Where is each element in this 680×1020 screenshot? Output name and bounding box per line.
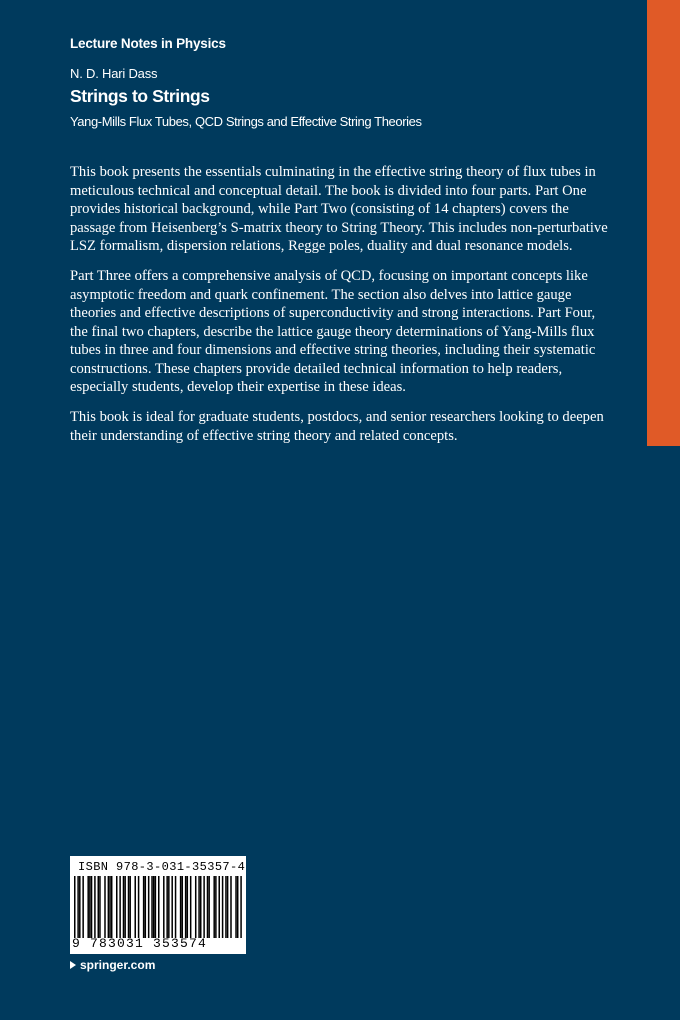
description-paragraph-2: Part Three offers a comprehensive analysis of QCD, focusing on important concepts like asymptotic freedom and quark confinement. The section also delves into lattice gauge theories and effective descriptions of superconductivity and strong interactions. Part Four, the final two chapters, describe the lattice gauge theory determinations of Yang-Mills flux tubes in three and four dimensions and effective string theories, including their systematic constructions. These chapters provide detailed technical information to help readers, especially students, develop their expertise in these ideas.	[70, 268, 596, 395]
author-name: N. D. Hari Dass	[70, 66, 158, 81]
series-name: Lecture Notes in Physics	[70, 36, 226, 51]
barcode-digits: 9 783031 353574	[72, 936, 208, 951]
barcode-icon	[74, 876, 242, 938]
book-description	[70, 163, 610, 457]
publisher-link[interactable]	[70, 958, 155, 972]
description-paragraph-1: This book presents the essentials culminating in the effective string theory of flux tubes in meticulous technical and conceptual detail. The book is divided into four parts. Part One provides historical background, while Part Two (consisting of 14 chapters) covers the passage from Heisenberg’s S-matrix theory to String Theory. This includes non-perturbative LSZ formalism, dispersion relations, Regge poles, duality and dual resonance models.	[70, 164, 608, 254]
book-title: Strings to Strings	[70, 86, 210, 106]
description-paragraph-3: This book is ideal for graduate students, postdocs, and senior researchers looking to deepen their understanding of effective string theory and related concepts.	[70, 409, 604, 444]
isbn-label: ISBN 978-3-031-35357-4	[78, 860, 246, 874]
isbn-barcode	[70, 856, 246, 954]
book-subtitle: Yang-Mills Flux Tubes, QCD Strings and Effective String Theories	[70, 114, 422, 129]
publisher-url: springer.com	[80, 958, 156, 972]
accent-strip	[647, 0, 680, 446]
arrow-right-icon	[70, 961, 76, 969]
